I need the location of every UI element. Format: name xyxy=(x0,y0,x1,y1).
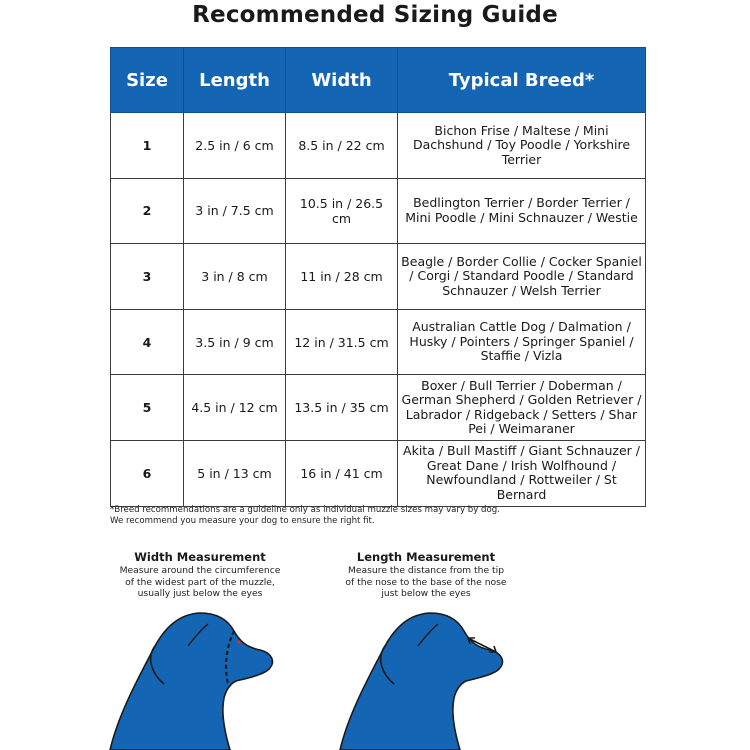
header-size: Size xyxy=(111,48,184,113)
header-length: Length xyxy=(184,48,286,113)
table-row xyxy=(111,244,646,310)
width-desc-line-3: usually just below the eyes xyxy=(137,588,263,599)
table-row xyxy=(111,113,646,179)
length-desc-line-3: just below the eyes xyxy=(381,588,471,599)
length-value: 3.5 in / 9 cm xyxy=(184,309,286,375)
breed-value: Bedlington Terrier / Border Terrier / Mini Poodle / Mini Schnauzer / Westie xyxy=(398,178,646,244)
width-value: 12 in / 31.5 cm xyxy=(286,309,398,375)
table-row xyxy=(111,375,646,441)
dog-head-width-icon xyxy=(100,608,280,750)
dog-head-shape xyxy=(340,613,502,750)
size-value: 5 xyxy=(111,375,184,441)
header-width: Width xyxy=(286,48,398,113)
width-value: 16 in / 41 cm xyxy=(286,440,398,506)
width-value: 13.5 in / 35 cm xyxy=(286,375,398,441)
breed-value: Akita / Bull Mastiff / Giant Schnauzer / Great Dane / Irish Wolfhound / Newfoundland / Rottweiler / St Bernard xyxy=(398,440,646,506)
sizing-table xyxy=(110,47,646,507)
table-row xyxy=(111,440,646,506)
size-value: 4 xyxy=(111,309,184,375)
length-value: 3 in / 7.5 cm xyxy=(184,178,286,244)
header-typical-breed: Typical Breed* xyxy=(398,48,646,113)
size-value: 3 xyxy=(111,244,184,310)
length-desc-line-2: of the nose to the base of the nose xyxy=(345,576,507,588)
width-value: 8.5 in / 22 cm xyxy=(286,113,398,179)
breed-value: Beagle / Border Collie / Cocker Spaniel / Corgi / Standard Poodle / Standard Schnauzer / Welsh Terrier xyxy=(398,244,646,310)
footnote xyxy=(110,505,670,527)
size-value: 1 xyxy=(111,113,184,179)
breed-value: Australian Cattle Dog / Dalmation / Husky / Pointers / Springer Spaniel / Staffie / Vizla xyxy=(398,309,646,375)
length-measurement-title: Length Measurement xyxy=(356,550,496,564)
length-measurement-description xyxy=(316,565,536,600)
length-value: 2.5 in / 6 cm xyxy=(184,113,286,179)
length-desc-line-1: Measure the distance from the tip xyxy=(347,565,505,576)
breed-value: Boxer / Bull Terrier / Doberman / German Shepherd / Golden Retriever / Labrador / Ridgeback / Setters / Shar Pei / Weimaraner xyxy=(398,375,646,441)
table-header-row xyxy=(111,48,646,113)
length-value: 5 in / 13 cm xyxy=(184,440,286,506)
width-desc-line-1: Measure around the circumference xyxy=(119,565,281,576)
width-value: 10.5 in / 26.5 cm xyxy=(286,178,398,244)
size-value: 6 xyxy=(111,440,184,506)
dog-head-shape xyxy=(110,613,272,750)
size-value: 2 xyxy=(111,178,184,244)
width-desc-line-2: of the widest part of the muzzle, xyxy=(125,576,275,588)
length-value: 4.5 in / 12 cm xyxy=(184,375,286,441)
breed-value: Bichon Frise / Maltese / Mini Dachshund / Toy Poodle / Yorkshire Terrier xyxy=(398,113,646,179)
width-measurement-description xyxy=(90,565,310,600)
footnote-line-2: We recommend you measure your dog to ensure the right fit. xyxy=(110,516,375,526)
table-row xyxy=(111,309,646,375)
width-measurement-title: Width Measurement xyxy=(134,550,266,564)
page-title: Recommended Sizing Guide xyxy=(192,2,558,28)
length-value: 3 in / 8 cm xyxy=(184,244,286,310)
table-row xyxy=(111,178,646,244)
width-value: 11 in / 28 cm xyxy=(286,244,398,310)
dog-head-length-icon xyxy=(330,608,510,750)
footnote-line-1: *Breed recommendations are a guideline only as individual muzzle sizes may vary by dog. xyxy=(110,505,500,515)
width-measure-marker xyxy=(237,640,241,644)
